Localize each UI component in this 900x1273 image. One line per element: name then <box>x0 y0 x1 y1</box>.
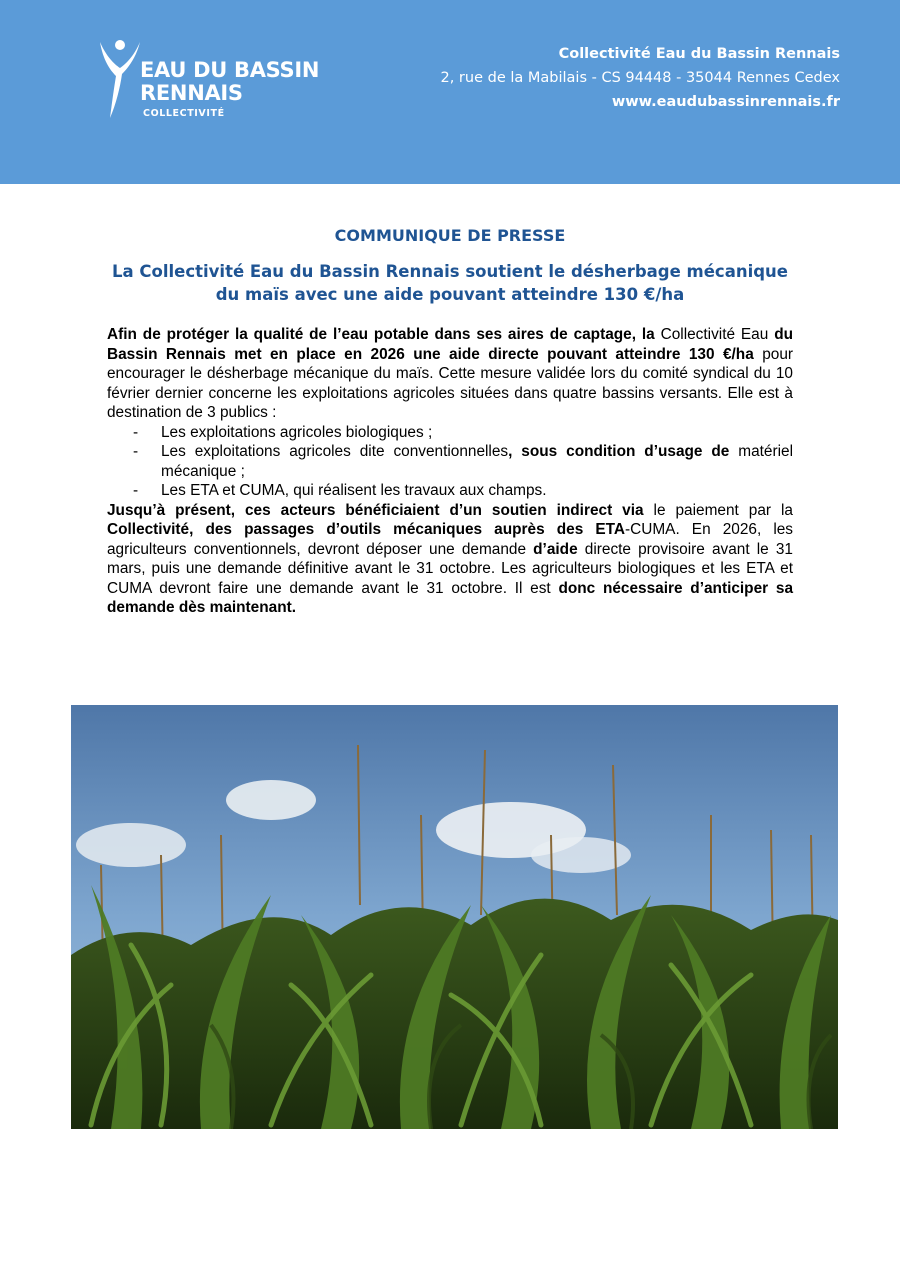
publics-list <box>107 423 793 501</box>
logo <box>98 38 328 128</box>
document-label: COMMUNIQUE DE PRESSE <box>334 226 566 245</box>
details-bold-2: Collectivité, des passages d’outils mécaniques auprès des ETA <box>107 521 625 538</box>
list-item-1-text: Les exploitations agricoles biologiques ; <box>161 423 433 441</box>
figure-logo-icon <box>98 38 142 120</box>
headline-line-2: du maïs avec une aide pouvant atteindre 130 €/ha <box>215 285 685 304</box>
list-item-2-text-2: matériel mécanique ; <box>161 443 793 480</box>
intro-text-2: pour encourager le désherbage mécanique du maïs. Cette mesure validée lors du comité syndical du 10 février dernier concerne les exploitations agricoles situées dans quatre bassins versants. Elle est à destination de 3 publics : <box>107 345 793 421</box>
list-item-2-bold: , sous condition d’usage de <box>508 443 730 460</box>
cornfield-photo <box>71 705 838 1129</box>
list-item-3-text: Les ETA et CUMA, qui réalisent les travaux aux champs. <box>161 482 547 499</box>
list-item: - Les exploitations agricoles biologiques ; <box>133 423 433 441</box>
organisation-name: Collectivité Eau du Bassin Rennais <box>558 46 840 62</box>
headline <box>80 260 820 306</box>
page-header <box>0 0 900 184</box>
list-item: - Les exploitations agricoles dite conventionnelles, sous condition d’usage de matériel mécanique ; <box>133 443 793 480</box>
paragraph-intro <box>107 325 793 423</box>
body-text <box>107 325 793 618</box>
paragraph-details <box>107 501 793 618</box>
details-text-3: directe provisoire avant le 31 mars, puis une demande définitive avant le 31 octobre. Les agriculteurs biologiques et les ETA et CUMA devront faire une demande avant le 31 octobre. Il est <box>107 540 793 597</box>
intro-text-1: Collectivité Eau <box>654 326 775 343</box>
logo-text-line1: EAU DU BASSIN <box>140 58 320 82</box>
contact-block <box>440 42 840 114</box>
intro-bold-2: du Bassin Rennais met en place en 2026 une aide directe pouvant atteindre 130 €/ha <box>107 326 793 363</box>
details-bold-4: donc nécessaire d’anticiper sa demande dès maintenant. <box>107 579 793 616</box>
list-item: - Les ETA et CUMA, qui réalisent les travaux aux champs. <box>133 482 547 499</box>
cornfield-image <box>71 705 838 1129</box>
intro-bold-1: Afin de protéger la qualité de l’eau potable dans ses aires de captage, la <box>107 326 655 343</box>
list-item-2-text: Les exploitations agricoles dite conventionnelles <box>161 443 509 460</box>
logo-text-line3: COLLECTIVITÉ <box>143 108 225 119</box>
website-link[interactable]: www.eaudubassinrennais.fr <box>611 94 840 110</box>
details-text-1: le paiement par la <box>643 501 793 519</box>
postal-address: 2, rue de la Mabilais - CS 94448 - 35044 Rennes Cedex <box>440 70 840 86</box>
details-bold-3: d’aide <box>533 540 578 558</box>
details-text-2: -CUMA. En 2026, les agriculteurs conventionnels, devront déposer une demande <box>107 521 793 558</box>
headline-line-1: La Collectivité Eau du Bassin Rennais soutient le désherbage mécanique <box>112 262 788 281</box>
logo-text-line2: RENNAIS <box>140 81 243 105</box>
details-bold-1: Jusqu’à présent, ces acteurs bénéficiaient d’un soutien indirect via <box>107 501 644 519</box>
